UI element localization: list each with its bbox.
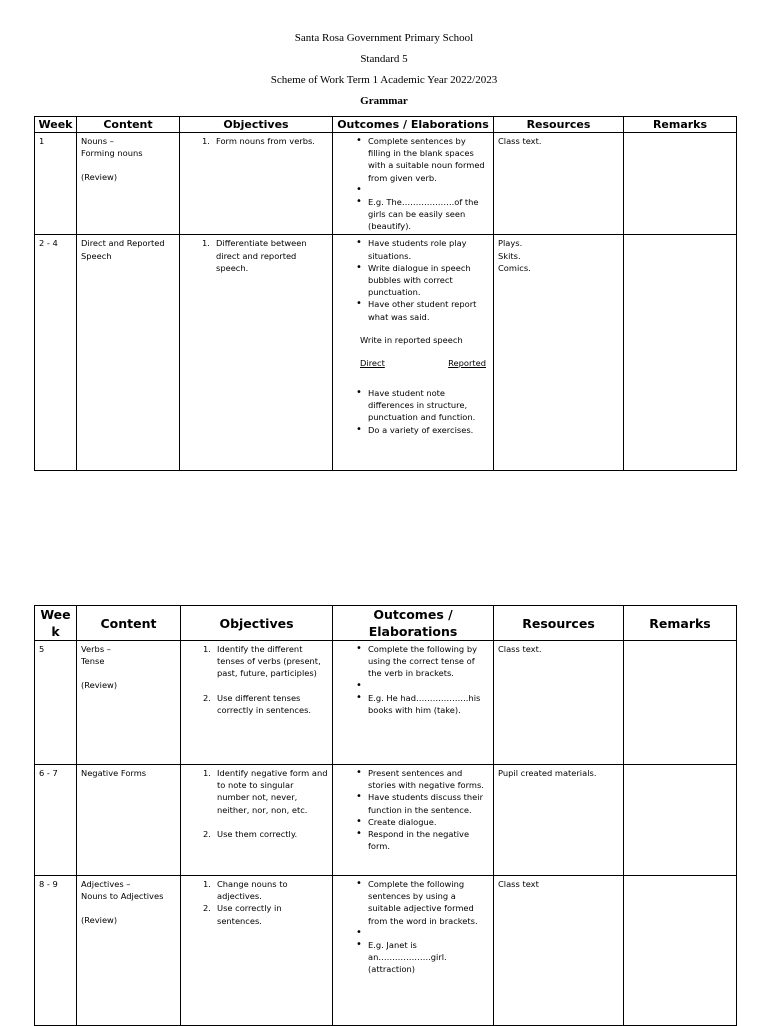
list-item: 2. Use correctly in sentences. — [203, 903, 282, 926]
week-cell: 2 - 4 — [35, 235, 77, 471]
content-cell: Verbs – Tense (Review) — [77, 641, 181, 765]
list-item: 1. Change nouns to adjectives. — [203, 879, 288, 902]
remarks-cell — [624, 641, 737, 765]
header-objectives: Objectives — [180, 117, 333, 133]
header-remarks: Remarks — [624, 606, 737, 641]
remarks-cell — [624, 876, 737, 1026]
list-item: • Present sentences and stories with negative forms. — [337, 767, 489, 791]
content-cell: Direct and Reported Speech — [77, 235, 180, 471]
content-cell: Adjectives – Nouns to Adjectives (Review) — [77, 876, 181, 1026]
header-week: Wee k — [35, 606, 77, 641]
reported-label: Reported — [448, 358, 486, 369]
outcomes-cell — [333, 235, 494, 471]
remarks-cell — [624, 235, 737, 471]
outcomes-cell — [333, 765, 494, 876]
resources-cell: Pupil created materials. — [494, 765, 624, 876]
remarks-cell — [624, 133, 737, 235]
list-item: 1. Form nouns from verbs. — [202, 136, 315, 146]
list-item: • Do a variety of exercises. — [337, 424, 489, 436]
header-week: Week — [35, 117, 77, 133]
list-item: • Have student note differences in structure, punctuation and function. — [337, 387, 489, 424]
header-outcomes: Outcomes / Elaborations — [333, 117, 494, 133]
resources-cell: Class text. — [494, 641, 624, 765]
list-item: • E.g. Janet is an……………….girl. (attraction) — [337, 939, 489, 976]
list-item: 1. Identify the different tenses of verbs (present, past, future, participles) — [203, 644, 321, 679]
content-cell: Negative Forms — [77, 765, 181, 876]
subject-title: Grammar — [360, 95, 408, 107]
school-name: Santa Rosa Government Primary School — [294, 32, 474, 44]
list-item: 2. Use different tenses correctly in sentences. — [203, 692, 312, 715]
table-row — [35, 133, 737, 235]
list-item: 1. Identify negative form and to note to singular number not, never, neither, nor, non, etc. — [203, 768, 328, 815]
objectives-cell — [180, 235, 333, 471]
content-line: (Review) — [81, 172, 118, 183]
header-content: Content — [77, 606, 181, 641]
header-outcomes: Outcomes / Elaborations — [333, 606, 494, 641]
list-item: • Respond in the negative form. — [337, 828, 489, 852]
direct-label: Direct — [360, 358, 385, 369]
header-objectives: Objectives — [181, 606, 333, 641]
list-item: • Write dialogue in speech bubbles with correct punctuation. — [337, 262, 489, 299]
reported-speech-note: Write in reported speech — [360, 334, 463, 345]
standard-label: Standard 5 — [360, 53, 408, 65]
list-item: • E.g. The……………….of the girls can be easily seen (beautify). — [337, 196, 489, 233]
objectives-cell — [181, 876, 333, 1026]
list-item: • Create dialogue. — [337, 816, 489, 828]
week-cell: 1 — [35, 133, 77, 235]
week-cell: 6 - 7 — [35, 765, 77, 876]
header-resources: Resources — [494, 117, 624, 133]
content-line: Forming nouns — [81, 148, 143, 159]
table-header-row — [35, 606, 737, 641]
scheme-title: Scheme of Work Term 1 Academic Year 2022/2023 — [270, 74, 498, 86]
list-item: • Have students discuss their function in the sentence. — [337, 791, 489, 815]
header-resources: Resources — [494, 606, 624, 641]
objectives-cell — [180, 133, 333, 235]
outcomes-cell — [333, 133, 494, 235]
scheme-table-2 — [34, 605, 737, 1026]
outcomes-cell — [333, 876, 494, 1026]
content-line: Nouns – — [81, 136, 114, 146]
list-item: 2. Use them correctly. — [203, 828, 298, 839]
header-content: Content — [77, 117, 180, 133]
direct-reported-labels — [360, 357, 486, 371]
scheme-table-1 — [34, 116, 737, 471]
outcomes-cell — [333, 641, 494, 765]
list-item: • Have other student report what was said. — [337, 298, 489, 322]
table-row — [35, 765, 737, 876]
table-row — [35, 235, 737, 471]
content-cell — [77, 133, 180, 235]
table-row — [35, 876, 737, 1026]
resources-cell: Class text. — [494, 133, 624, 235]
header-remarks: Remarks — [624, 117, 737, 133]
table-header-row — [35, 117, 737, 133]
resources-cell: Plays. Skits. Comics. — [494, 235, 624, 471]
list-item: • E.g. He had……………….his books with him (take). — [337, 692, 489, 716]
objectives-cell — [181, 641, 333, 765]
resources-cell: Class text — [494, 876, 624, 1026]
remarks-cell — [624, 765, 737, 876]
week-cell: 5 — [35, 641, 77, 765]
list-item: • Complete sentences by filling in the blank spaces with a suitable noun formed from given verb. — [337, 135, 489, 184]
table-row — [35, 641, 737, 765]
list-item: • Complete the following sentences by using a suitable adjective formed from the word in brackets. — [337, 878, 489, 927]
list-item: • Have students role play situations. — [337, 237, 489, 261]
list-item: 1. Differentiate between direct and reported speech. — [202, 238, 307, 273]
list-item: • Complete the following by using the correct tense of the verb in brackets. — [337, 643, 489, 680]
objectives-cell — [181, 765, 333, 876]
week-cell: 8 - 9 — [35, 876, 77, 1026]
